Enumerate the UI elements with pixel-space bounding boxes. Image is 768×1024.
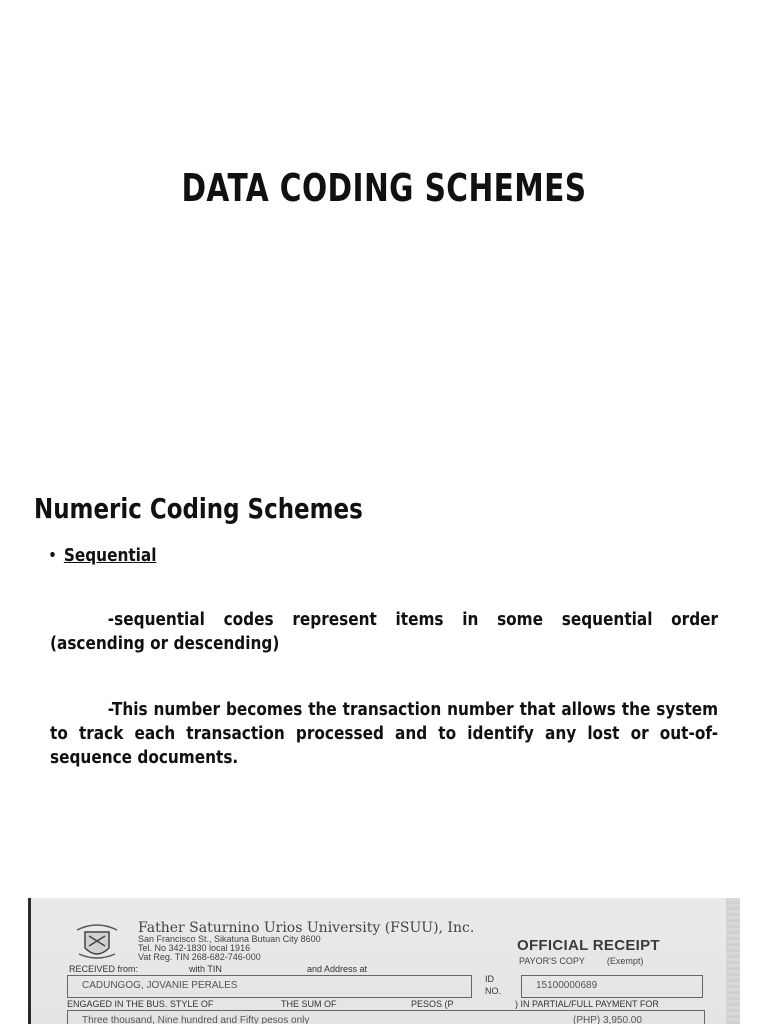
id-label: ID bbox=[485, 974, 494, 984]
amount-php: (PHP) 3,950.00 bbox=[573, 1015, 642, 1024]
pesos-label: PESOS (P bbox=[411, 999, 454, 1009]
bullet-item bbox=[48, 545, 156, 566]
with-tin-label: with TIN bbox=[189, 964, 222, 974]
amount-field bbox=[67, 1010, 705, 1024]
sum-label: THE SUM OF bbox=[281, 999, 337, 1009]
received-from-label: RECEIVED from: bbox=[69, 964, 139, 974]
university-name: Father Saturnino Urios University (FSUU), Inc. bbox=[138, 920, 475, 936]
bullet-icon: • bbox=[48, 545, 58, 566]
section-heading: Numeric Coding Schemes bbox=[34, 492, 363, 525]
title-slide bbox=[0, 0, 768, 300]
receipt-title: OFFICIAL RECEIPT bbox=[517, 937, 660, 954]
receipt-copy-label: PAYOR'S COPY (Exempt) bbox=[519, 956, 644, 966]
content-slide bbox=[0, 470, 768, 890]
receipt-photo bbox=[28, 898, 740, 1024]
no-label: NO. bbox=[485, 986, 502, 996]
university-seal-icon bbox=[73, 920, 121, 964]
paragraph-transaction-number: -This number becomes the transaction number that allows the system to track each transaction processed and to identify any lost or out-of-sequence documents. bbox=[50, 699, 719, 768]
page-title: DATA CODING SCHEMES bbox=[181, 166, 587, 210]
id-number-field: 15100000689 bbox=[521, 975, 703, 998]
receipt-perforated-edge bbox=[726, 898, 740, 1024]
paragraph-sequential-codes: -sequential codes represent items in some sequential order (ascending or descending) bbox=[50, 609, 719, 654]
address-label: and Address at bbox=[307, 964, 368, 974]
university-address: San Francisco St., Sikatuna Butuan City 8600 Tel. No 342-1830 local 1916 Vat Reg. TIN 268-682-746-000 bbox=[138, 934, 321, 962]
engaged-label: ENGAGED IN THE BUS. STYLE OF bbox=[67, 999, 214, 1009]
amount-in-words: Three thousand, Nine hundred and Fifty pesos only bbox=[82, 1015, 310, 1024]
payment-label: ) IN PARTIAL/FULL PAYMENT FOR bbox=[515, 999, 659, 1009]
payer-name-field: CADUNGOG, JOVANIE PERALES bbox=[67, 975, 472, 998]
bullet-label: Sequential bbox=[63, 545, 157, 566]
